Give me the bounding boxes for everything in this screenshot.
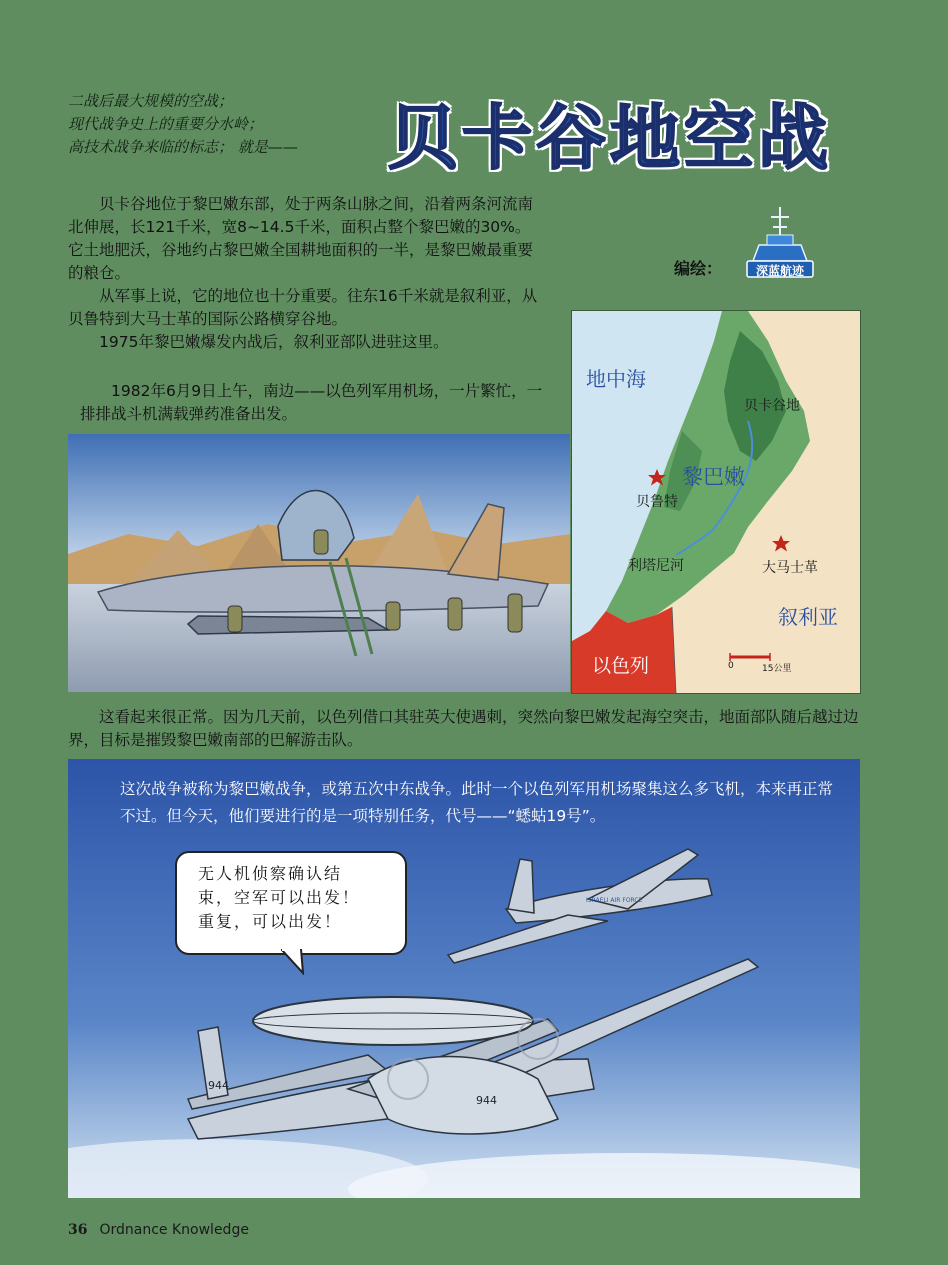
page-title: 贝卡谷地空战: [388, 96, 832, 179]
intro-lines: [68, 90, 368, 159]
article-text-middle: [68, 706, 860, 752]
paragraph: 1982年6月9日上午，南边——以色列军用机场，一片繁忙，一排排战斗机满载弹药准备出发。: [80, 382, 543, 423]
credit-label: 编绘：: [674, 259, 723, 278]
aircraft-illustration: [68, 759, 860, 1198]
map-label-lebanon: 黎巴嫩: [682, 465, 745, 489]
map-label-river: 利塔尼河: [628, 558, 684, 574]
panel-caption: 这次战争被称为黎巴嫩战争，或第五次中东战争。此时一个以色列军用机场聚集这么多飞机，本来再正常不过。但今天，他们要进行的是一项特别任务，代号——“蟋蛄19号”。: [120, 780, 834, 825]
paragraph: 贝卡谷地位于黎巴嫩东部，处于两条山脉之间，沿着两条河流南北伸展，长121千米，宽8~14.5千米，面积占整个黎巴嫩的30%。它土地肥沃，谷地约占黎巴嫩全国耕地面积的一半，是黎巴嫩最重要的粮仓。: [68, 195, 534, 282]
bubble-line: 无人机侦察确认结: [198, 864, 343, 883]
awacs-nose-number: 944: [476, 1094, 497, 1107]
map-scale-zero: 0: [728, 661, 734, 671]
map-label-damascus: 大马士革: [762, 560, 818, 576]
article-text-top: [68, 193, 538, 354]
article-text-airfield: [80, 380, 550, 426]
awacs-tail-number: 944: [208, 1079, 229, 1092]
page-footer: [68, 1222, 249, 1238]
map-label-valley: 贝卡谷地: [744, 398, 800, 414]
bubble-line: 重复，可以出发！: [198, 912, 343, 931]
intro-line: 高技术战争来临的标志； 就是——: [68, 138, 298, 156]
intro-line: 现代战争史上的重要分水岭；: [68, 115, 264, 133]
page-number: 36: [68, 1222, 88, 1238]
map-label-syria: 叙利亚: [778, 605, 838, 629]
speech-bubble-text: [198, 862, 360, 934]
lebanon-map: [571, 310, 861, 694]
intro-line: 二战后最大规模的空战；: [68, 92, 234, 110]
tanker-marking: ISRAELI AIR FORCE: [586, 897, 643, 904]
paragraph: 1975年黎巴嫩爆发内战后，叙利亚部队进驻这里。: [99, 333, 449, 351]
map-scale-km: 15公里: [762, 664, 792, 674]
paragraph: 从军事上说，它的地位也十分重要。往东16千米就是叙利亚，从贝鲁特到大马士革的国际公路横穿谷地。: [68, 287, 538, 328]
publisher-logo: [745, 205, 815, 279]
map-label-beirut: 贝鲁特: [636, 494, 678, 510]
bubble-line: 束，空军可以出发！: [198, 888, 361, 907]
map-label-sea: 地中海: [586, 367, 646, 391]
paragraph: 这看起来很正常。因为几天前，以色列借口其驻英大使遇刺，突然向黎巴嫩发起海空突击，地面部队随后越过边界，目标是摧毁黎巴嫩南部的巴解游击队。: [68, 708, 859, 749]
logo-text: 深蓝航迹: [755, 264, 804, 278]
magazine-name: Ordnance Knowledge: [99, 1222, 249, 1238]
airfield-illustration: [68, 434, 570, 692]
map-label-israel: 以色列: [592, 655, 650, 677]
